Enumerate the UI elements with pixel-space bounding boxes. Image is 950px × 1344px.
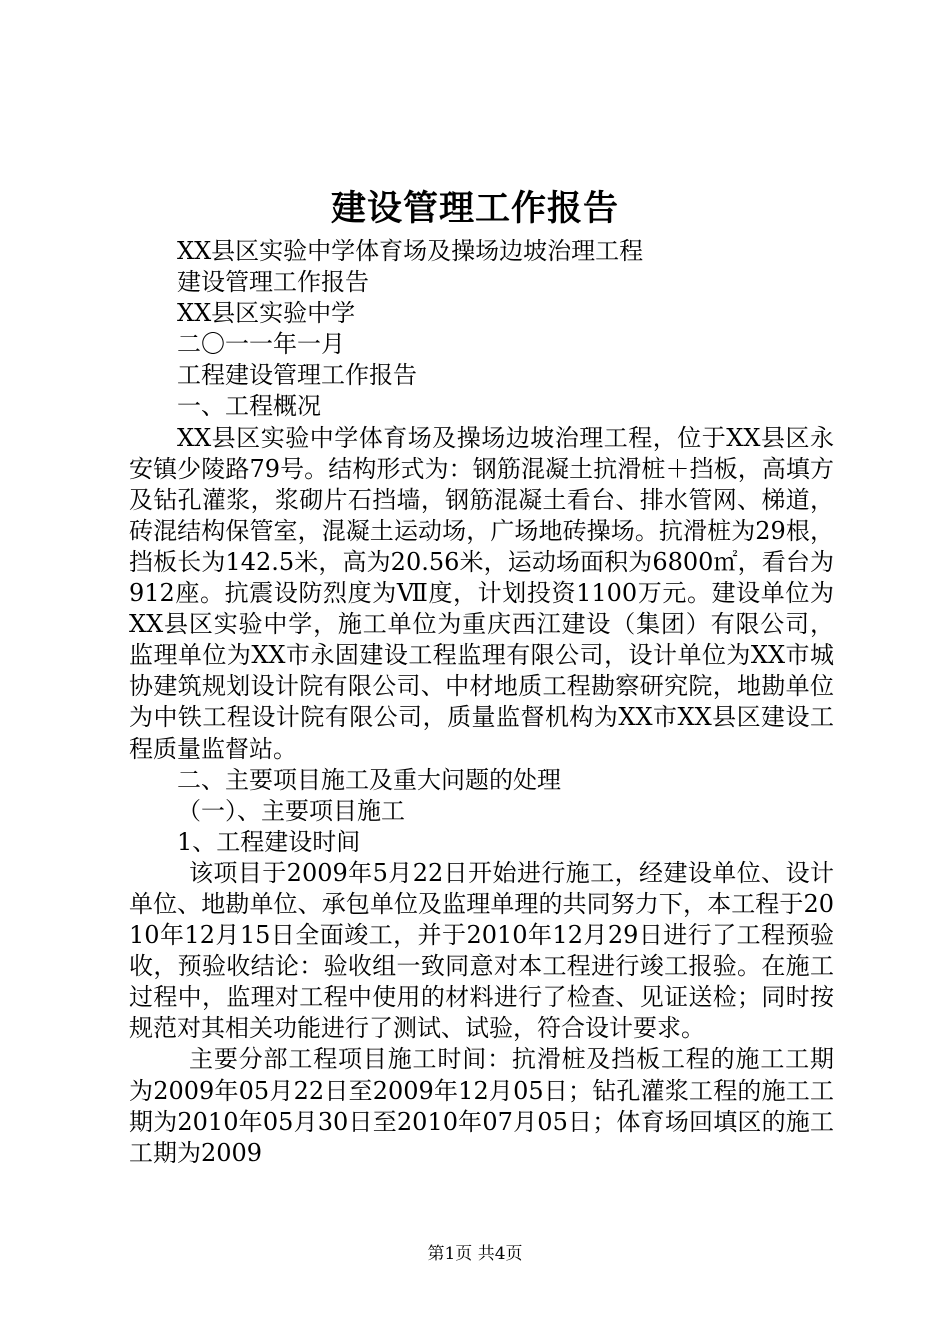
heading-main-construction: 二、主要项目施工及重大问题的处理 <box>177 765 561 794</box>
paragraph-subproject-schedule: 主要分部工程项目施工时间：抗滑桩及挡板工程的施工工期为2009年05月22日至2009年12月05日；钻孔灌浆工程的施工工期为2010年05月30日至2010年07月05日；体育场回填区的施工工期为2009 <box>129 1045 834 1167</box>
heading-overview: 一、工程概况 <box>177 392 321 421</box>
paragraph-section-title: 工程建设管理工作报告 <box>177 361 417 390</box>
paragraph-date: 二〇一一年一月 <box>177 330 345 359</box>
document-body <box>129 236 834 1169</box>
paragraph-report-title: 建设管理工作报告 <box>177 268 369 297</box>
paragraph-overview: XX县区实验中学体育场及操场边坡治理工程，位于XX县区永安镇少陵路79号。结构形式为：钢筋混凝土抗滑桩＋挡板，高填方及钻孔灌浆，浆砌片石挡墙，钢筋混凝土看台、排水管网、梯道，砖混结构保管室，混凝土运动场，广场地砖操场。抗滑桩为29根，挡板长为142.5米，高为20.56米，运动场面积为6800㎡，看台为912座。抗震设防烈度为Ⅶ度，计划投资1100万元。建设单位为XX县区实验中学，施工单位为重庆西江建设（集团）有限公司，监理单位为XX市永固建设工程监理有限公司，设计单位为XX市城协建筑规划设计院有限公司、中材地质工程勘察研究院，地勘单位为中铁工程设计院有限公司，质量监督机构为XX市XX县区建设工程质量监督站。 <box>129 423 834 763</box>
heading-construction-time: 1、工程建设时间 <box>177 827 361 856</box>
paragraph-construction-time: 该项目于2009年5月22日开始进行施工，经建设单位、设计单位、地勘单位、承包单位及监理单理的共同努力下，本工程于2010年12月15日全面竣工，并于2010年12月29日进行了工程预验收，预验收结论：验收组一致同意对本工程进行竣工报验。在施工过程中，监理对工程中使用的材料进行了检查、见证送检；同时按规范对其相关功能进行了测试、试验，符合设计要求。 <box>129 858 834 1043</box>
document-title: 建设管理工作报告 <box>330 188 619 229</box>
heading-main-items: （一）、主要项目施工 <box>177 796 405 825</box>
paragraph-organization: XX县区实验中学 <box>177 299 356 328</box>
paragraph-project-name: XX县区实验中学体育场及操场边坡治理工程 <box>177 237 644 265</box>
page-footer: 第1页 共4页 <box>427 1244 523 1264</box>
